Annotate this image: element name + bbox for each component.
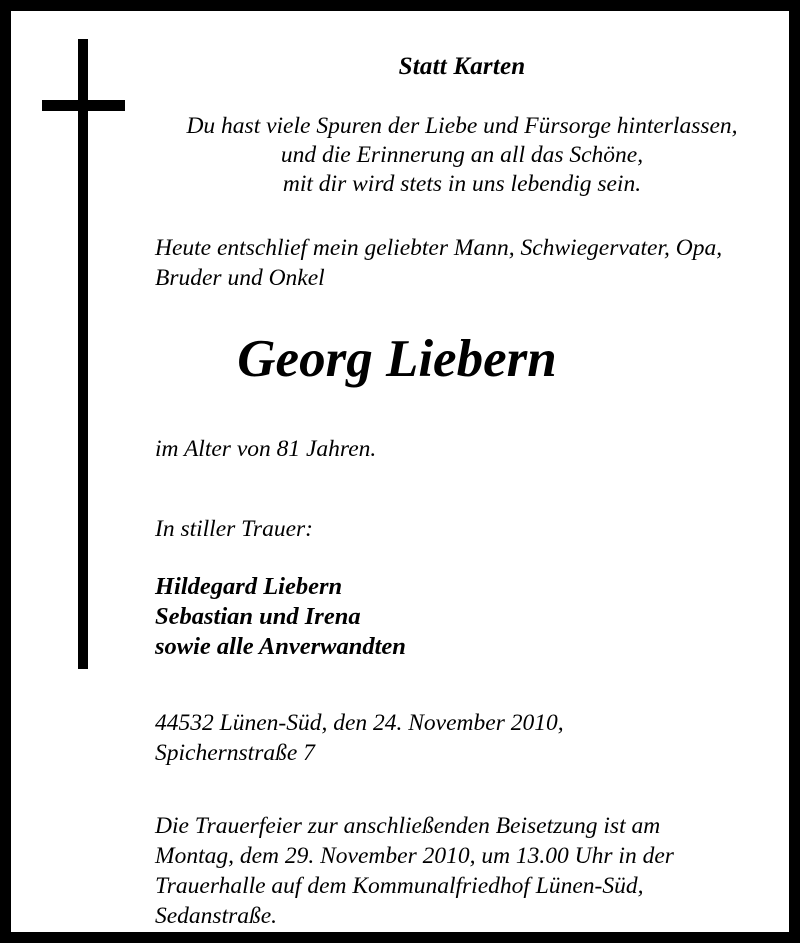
mourning-label: In stiller Trauer: [155,516,313,542]
announcement-intro [155,199,769,293]
service-line: Montag, dem 29. November 2010, um 13.00 Uhr in der [155,843,674,869]
notice-card [11,11,789,932]
notice-text-column [155,11,769,932]
address-block [155,662,769,768]
mourners-list [155,544,769,662]
cross-horizontal-bar [42,100,125,111]
cross-vertical-bar [78,39,88,669]
funeral-service-details [155,768,769,931]
notice-heading: Statt Karten [398,53,526,80]
christian-cross-icon [42,39,157,669]
verse-line: mit dir wird stets in uns lebendig sein. [282,171,642,197]
service-line: Sedanstraße. [155,903,278,929]
verse-line: Du hast viele Spuren der Liebe und Fürsorge hinterlassen, [186,113,738,139]
service-line: Die Trauerfeier zur anschließenden Beisetzung ist am [155,813,661,839]
address-line: 44532 Lünen-Süd, den 24. November 2010, [155,710,564,736]
mourner-line: sowie alle Anverwandten [155,633,406,660]
service-line: Trauerhalle auf dem Kommunalfriedhof Lünen-Süd, [155,873,644,899]
mourner-line: Sebastian und Irena [155,603,361,630]
mourner-line: Hildegard Liebern [155,573,343,600]
address-line: Spichernstraße 7 [155,740,315,766]
intro-line: Heute entschlief mein geliebter Mann, Schwiegervater, Opa, [155,235,723,261]
memorial-verse [155,82,769,199]
intro-line: Bruder und Onkel [155,265,325,291]
verse-line: und die Erinnerung an all das Schöne, [280,142,644,168]
deceased-name: Georg Liebern [237,330,557,388]
age-line: im Alter von 81 Jahren. [155,436,377,462]
